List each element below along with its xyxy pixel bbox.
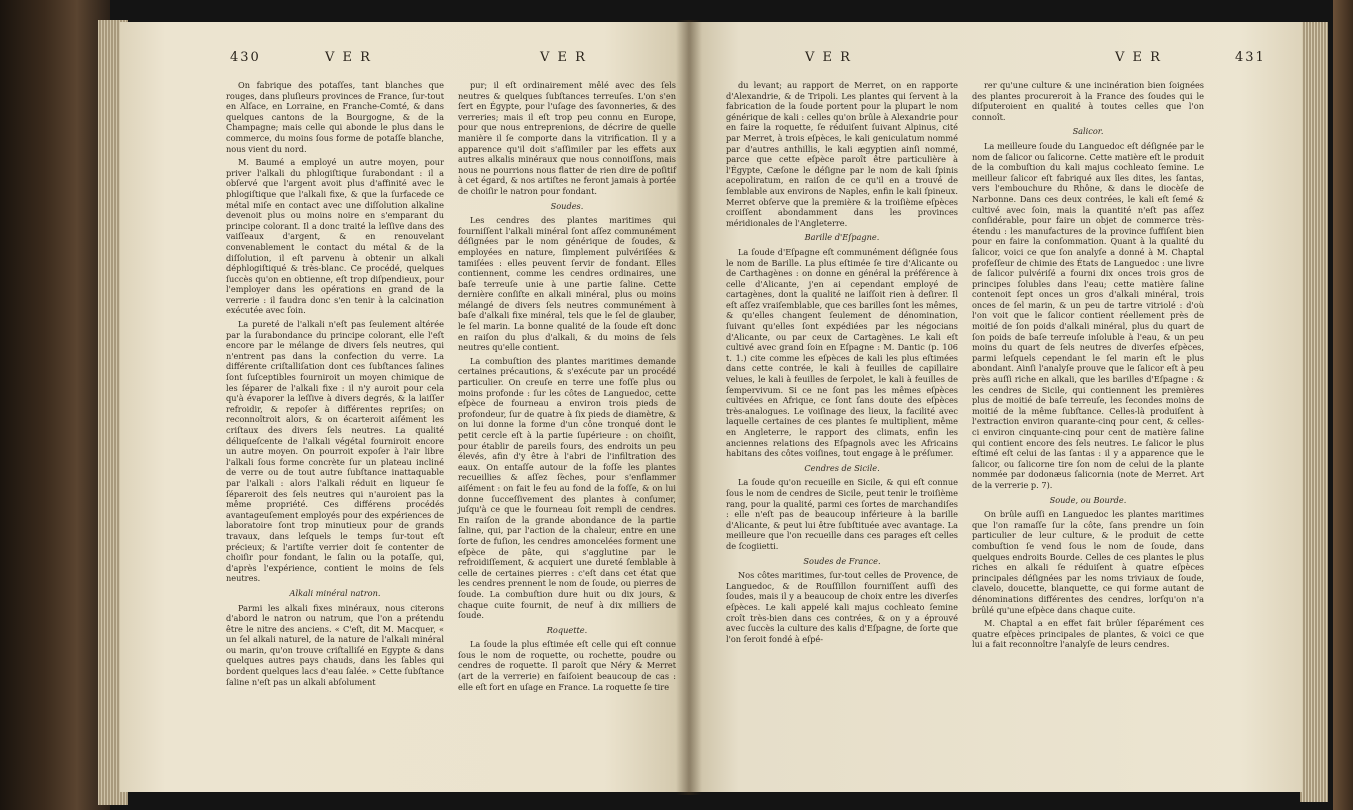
running-header: V E R bbox=[540, 50, 587, 65]
paragraph: M. Chaptal a en effet fait brûler ſéparément ces quatre eſpèces principales de plantes, & voici ce que lui a fait reconnoître l'analyſe de leurs cendres. bbox=[972, 618, 1204, 650]
paragraph: On fabrique des potaſſes, tant blanches que rouges, dans pluſieurs provinces de France, ſur-tout en Alſace, en Lorraine, en Franche-Comté, & dans quelques cantons de la Bourgogne, & de la Champagne; mais celle qui abonde le plus dans le commerce, du moins ſous forme de potaſſe blanche, nous vient du nord. bbox=[226, 80, 444, 154]
section-heading: Barille d'Eſpagne. bbox=[804, 232, 880, 243]
page-number: 430 bbox=[230, 50, 261, 65]
paragraph: La meilleure ſoude du Languedoc eſt déſignée par le nom de ſalicor ou ſalicorne. Cette matière eſt le produit de la combuſtion du kali majus cochleato ſemine. Le meilleur ſalicor eſt fabriqué aux îles dites, les ſantas, vers l'embouchure du Rhône, & dans le diocèſe de Narbonne. Dans ces deux contrées, le kali eſt ſemé & cultivé avec ſoin, mais la quantité n'eſt pas aſſez conſidérable, pour faire un objet de commerce très-étendu : les manufactures de la province ſuffiſent bien pour en faire la conſommation. Quant à la qualité du ſalicor, voici ce que ſon analyſe a donné à M. Chaptal profeſſeur de chimie des États de Languedoc : une livre de ſalicor pulvériſé a fourni dix onces trois gros de principes ſolubles dans l'eau; cette matière ſaline contenoit ſept onces un gros d'alkali minéral, trois onces de ſel marin, & un peu de tartre vitriolé : d'où l'on voit que le ſalicor contient réellement près de moitié de ſon poids d'alkali minéral, plus du quart de ſon poids de baſe terreuſe inſoluble à l'eau, & un peu moins du quart de ſels neutres de diverſes eſpèces, parmi leſquels cependant le ſel marin eſt le plus abondant. Ainſi l'analyſe prouve que le ſalicor eſt à peu près auſſi riche en alkali, que les barilles d'Eſpagne : & les cendres de Sicile, qui contiennent les premières plus de moitié de baſe terreuſe, les ſecondes moins de moitié de la même ſubſtance. Celles-là produiſent à l'extraction environ quarante-cinq pour cent, & celles-ci environ cinquante-cinq pour cent de matière ſaline qui contient encore des ſels neutres. Le ſalicor le plus eſtimé eſt celui de las ſantas : il y a apparence que le ſalicor, ou ſalicorne tire ſon nom de celui de la plante nommée par dodonæus ſalicornia (note de Merret. Art de la verrerie p. 7). bbox=[972, 140, 1204, 490]
paragraph: M. Baumé a employé un autre moyen, pour priver l'alkali du phlogiſtique ſurabondant : il a obſervé que l'argent avoit plus d'affinité avec le phlogiſtique que l'alkali fixe, & que la ſurfacede ce métal miſe en contact avec une diſſolution alkaline devenoit plus ou moins noire en s'emparant du principe colorant. Il a donc traité la leſſive dans des vaiſſeaux d'argent, & en renouvelant convenablement le contact du métal & de la diſſolution, il eſt parvenu à obtenir un alkali déphlogiſtiqué & très-blanc. Ce procédé, quelques ſuccès qu'on en obtienne, eſt trop diſpendieux, pour l'employer dans les opérations en grand de la verrerie : il faudra donc s'en tenir à la calcination exécutée avec ſoin. bbox=[226, 157, 444, 316]
paragraph: Les cendres des plantes maritimes qui fourniſſent l'alkali minéral ſont aſſez communément déſignées par le nom générique de ſoudes, & employées en nature, ſimplement pulvériſées & tamiſées : elles peuvent ſervir de fondant. Elles contiennent, comme les cendres ordinaires, une baſe terreuſe unie à une partie ſaline. Cette dernière conſiſte en alkali minéral, plus ou moins mélangé de divers ſels neutres communément à baſe d'alkali fixe minéral, tels que le ſel de glauber, le ſel marin. La bonne qualité de la ſoude eſt donc en raiſon du plus d'alkali, & du moins de ſels neutres qu'elle contient. bbox=[458, 215, 676, 353]
paragraph: du levant; au rapport de Merret, on en rapporte d'Alexandrie, & de Tripoli. Les plantes qui ſervent à la fabrication de la ſoude portent pour la plupart le nom générique de kali : celles qu'on brûle à Alexandrie pour en faire la roquette, ſe réduiſent ſuivant Alpinus, cité par Merret, à trois eſpèces, le kali geniculatum nommé par d'autres anthillis, le kali ægyptien ainſi nommé, parce que cette eſpèce paroît être particulière à l'Égypte, Cæſone le déſigne par le nom de kali ſpinis acepoliratum, en raiſon de ce qu'il en a trouvé de ſemblable aux environs de Naples, enfin le kali ſpineux. Merret obſerve que la première & la troiſième eſpèces croiſſent abondamment dans les provinces méridionales de l'Angleterre. bbox=[726, 80, 958, 228]
paragraph: rer qu'une culture & une incinération bien ſoignées des plantes procureroit à la France des ſoudes qui le diſputeroient en qualité à toutes celles que l'on connoît. bbox=[972, 80, 1204, 122]
paragraph: La ſoude d'Eſpagne eſt communément déſignée ſous le nom de Barille. La plus eſtimée ſe tire d'Alicante ou de Carthagènes : on donne en général la préférence à celle d'Alicante, j'en ai cependant employé de cartagènes, dont la qualité ne laiſſoit rien à deſirer. Il eſt aſſez vraiſemblable, que ces barilles ſont les mêmes, & qu'elles changent ſeulement de dénomination, ſuivant qu'elles ſont expédiées par les négocians d'Alicante, ou par ceux de Cartagènes. Le kali eſt cultivé avec grand ſoin en Eſpagne : M. Dantic (p. 106 t. 1.) cite comme les eſpèces de kali les plus eſtimées dans cette contrée, le kali à feuilles de capillaire velues, le kali à feuilles de ſerpolet, le kali à feuilles de ſempervivum. Si ce ne ſont pas les mêmes eſpèces cultivées en Afrique, ce ſont ſans doute des eſpèces très-analogues. Le voiſinage des lieux, la facilité avec laquelle certaines de ces plantes ſe multiplient, même en Angleterre, le rapport des climats, enfin les anciennes relations des Eſpagnols avec les Africains habitans des côtes voiſines, tout engage à le préſumer. bbox=[726, 246, 958, 459]
running-header: V E R bbox=[805, 50, 852, 65]
book-spine-right bbox=[1333, 0, 1353, 810]
left-page bbox=[120, 22, 690, 792]
paragraph: La pureté de l'alkali n'eſt pas ſeulement altérée par la ſurabondance du principe colorant, elle l'eſt encore par le mélange de divers ſels neutres, qui n'entrent pas dans la confection du verre. La différente criſtalliſation dont ces ſubſtances ſalines ſont ſuſceptibles fourniroit un moyen chimique de les ſéparer de l'alkali fixe : il n'y auroit pour cela qu'à évaporer la leſſive à divers degrés, & la laiſſer refroidir, & repoſer à différentes repriſes; on reconnoîtroit alors, & on écarteroit aiſément les criſtaux des divers ſels neutres. La qualité déliqueſcente de l'alkali végétal fourniroit encore un autre moyen. On pourroit expoſer à l'air libre l'alkali ſous forme concrète ſur un plateau incliné de verre ou de tout autre ſubſtance inattaquable par l'alkali : alors l'alkali réduit en liqueur ſe ſépareroit des ſels neutres qui n'auroient pas la même propriété. Ces différens procédés avantageuſement employés pour des expériences de laboratoire ſont trop minutieux pour de grands travaux, dans leſquels le temps ſur-tout eſt précieux; & l'artiſte verrier doit ſe contenter de choiſir pour fondant, le ſalin ou la potaſſe, qui, d'après l'expérience, contient le moins de ſels neutres. bbox=[226, 319, 444, 584]
paragraph: La ſoude la plus eſtimée eſt celle qui eſt connue ſous le nom de roquette, ou rochette, poudre ou cendres de roquette. Il paroît que Néry & Merret (art de la verrerie) en faiſoient beaucoup de cas : elle eſt fort en uſage en France. La roquette ſe tire bbox=[458, 639, 676, 692]
paragraph: Parmi les alkali fixes minéraux, nous citerons d'abord le natron ou natrum, que l'on a prétendu être le nitre des anciens. « C'eſt, dit M. Macquer, « un ſel alkali naturel, de la nature de l'alkali minéral ou marin, qu'on trouve criſtalliſé en Egypte & dans quelques autres pays chauds, dans les ſables qui bordent quelques lacs d'eau ſalée. » Cette ſubſtance ſaline n'eſt pas un alkali abſolument bbox=[226, 602, 444, 687]
page-number: 431 bbox=[1235, 50, 1266, 65]
section-heading: Salicor. bbox=[1072, 126, 1104, 137]
paragraph: Nos côtes maritimes, ſur-tout celles de Provence, de Languedoc, & de Rouſſillon fourniſſent auſſi des ſoudes, mais il y a beaucoup de choix entre les diverſes eſpèces. Le kali appelé kali majus cochleato ſemine croît très-bien dans ces contrées, & on y a éprouvé avec ſuccès la culture des kalis d'Eſpagne, de ſorte que l'on ſeroit fondé à eſpé- bbox=[726, 570, 958, 644]
text-column-2 bbox=[458, 80, 676, 695]
text-column-1 bbox=[226, 80, 444, 690]
text-column-1 bbox=[726, 80, 958, 647]
paragraph: La combuſtion des plantes maritimes demande certaines précautions, & s'exécute par un procédé particulier. On creuſe en terre une foſſe plus ou moins profonde : ſur les côtes de Languedoc, cette eſpèce de fourneau a environ trois pieds de profondeur, ſur de quatre à ſix pieds de diamètre, & on lui donne la forme d'un cône tronqué dont le petit cercle eſt à la partie ſupérieure : on choiſit, pour établir de pareils fours, des endroits un peu élevés, afin d'y être à l'abri de l'infiltration des eaux. On entaſſe autour de la foſſe les plantes recueillies & aſſez ſèches, pour s'enflammer aiſément : on fait le feu au fond de la foſſe, & on lui donne ſucceſſivement des plantes à conſumer, juſqu'à ce que le fourneau ſoit rempli de cendres. En raiſon de la grande abondance de la partie ſaline, qui, par l'action de la chaleur, entre en une ſorte de fuſion, les cendres amoncelées forment une eſpèce de pâte, qui s'agglutine par le refroidiſſement, & acquiert une dureté ſemblable à celle de certaines pierres : c'eſt dans cet état que les cendres prennent le nom de ſoude, ou pierres de ſoude. La combuſtion dure huit ou dix jours, & chaque cuite fournit, de neuf à dix milliers de ſoude. bbox=[458, 355, 676, 621]
paragraph: On brûle auſſi en Languedoc les plantes maritimes que l'on ramaſſe ſur la côte, ſans prendre un ſoin particulier de leur culture, & le produit de cette combuſtion ſe vend ſous le nom de ſoude, dans quelques endroits Bourde. Celles de ces plantes le plus riches en alkali ſe réduiſent à quatre eſpèces principales déſignées par les noms triviaux de ſoude, clavelo, doucette, blanquette, ce qui forme autant de dénominations différentes des cendres, lorſqu'on n'a brûlé qu'une eſpèce dans chaque cuite. bbox=[972, 509, 1204, 615]
paragraph: pur; il eſt ordinairement mêlé avec des ſels neutres & quelques ſubſtances terreuſes. L'on s'en ſert en Égypte, pour l'uſage des ſavonneries, & des verreries; mais il eſt trop peu connu en Europe, pour que nous entreprenions, de décrire de quelle manière il ſe comporte dans la vitrification. Il y a apparence qu'il doit s'aſſimiler par les effets aux autres alkalis minéraux que nous connoiſſons, mais nous ne pourrions nous flatter de rien dire de poſitif à cet égard, & nos artiſtes ne feront jamais à portée de choiſir le natron pour fondant. bbox=[458, 80, 676, 196]
section-heading: Soude, ou Bourde. bbox=[1049, 494, 1127, 505]
section-heading: Soudes. bbox=[550, 200, 584, 211]
section-heading: Roquette. bbox=[546, 624, 588, 635]
section-heading: Alkali minéral natron. bbox=[289, 587, 381, 598]
section-heading: Soudes de France. bbox=[803, 555, 881, 566]
section-heading: Cendres de Sicile. bbox=[804, 462, 880, 473]
book-gutter-shadow bbox=[676, 20, 702, 795]
right-page bbox=[690, 22, 1302, 792]
page-edges-right bbox=[1300, 22, 1328, 802]
running-header: V E R bbox=[325, 50, 372, 65]
text-column-2 bbox=[972, 80, 1204, 653]
book-spine-left bbox=[0, 0, 110, 810]
paragraph: La ſoude qu'on recueille en Sicile, & qui eſt connue ſous le nom de cendres de Sicile, peut tenir le troiſième rang, pour la qualité, parmi ces ſortes de marchandiſes : elle n'eſt pas de beaucoup inférieure à la barille d'Alicante, & peut lui être ſubſtituée avec avantage. La meilleure que l'on recueille dans ces parages eſt celles de ſcogiietti. bbox=[726, 477, 958, 551]
running-header: V E R bbox=[1115, 50, 1162, 65]
